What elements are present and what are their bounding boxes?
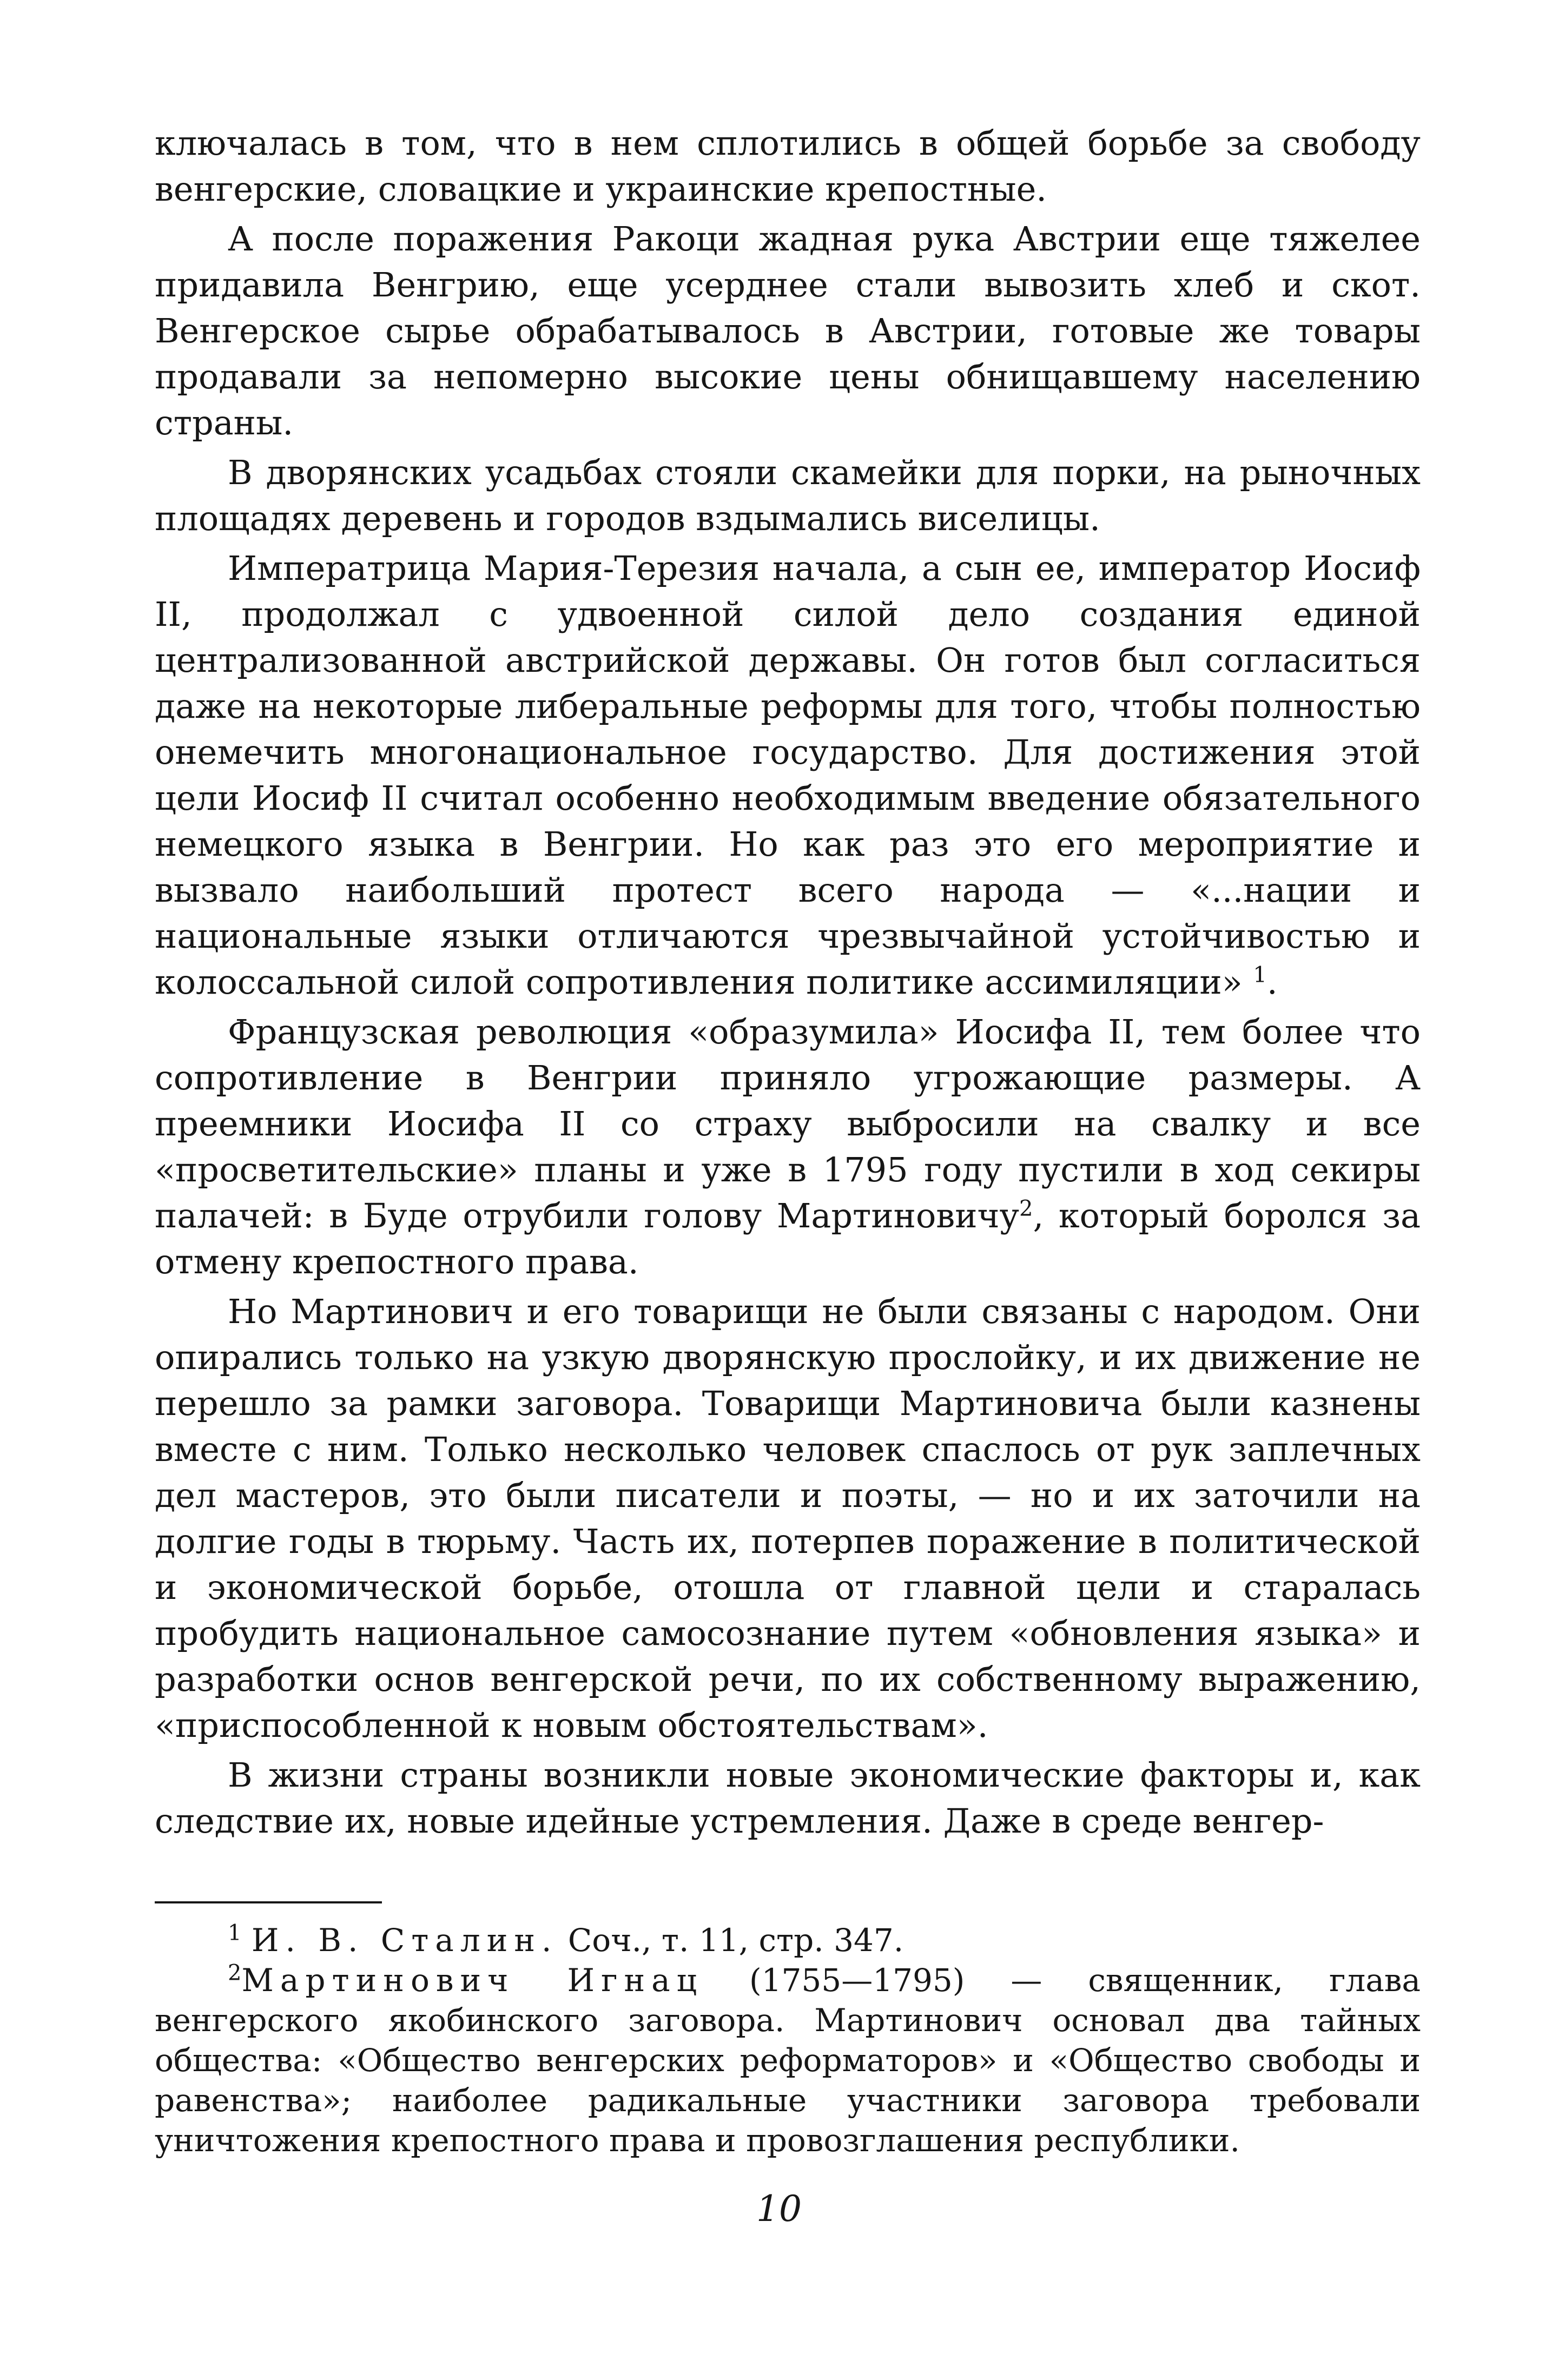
paragraph-5 (155, 1009, 1421, 1285)
footnote-2-name: Мартинович Игнац (241, 1962, 703, 1999)
footnote-2-text: (1755—1795) — священник, глава венгерского якобинского заговора. Мартинович основал два тайных общества: «Общество венгерских реформаторов» и «Общество свободы и равенства»; наиболее радикальные участники заговора требовали уничтожения крепостного права и провозглашения республики. (155, 1962, 1421, 2159)
footnote-ref-1[interactable]: 1 (1253, 962, 1267, 988)
footnote-2 (155, 1960, 1421, 2160)
paragraph-3-text: В дворянских усадьбах стояли скамейки для порки, на рыночных площадях деревень и городов вздымались виселицы. (155, 453, 1421, 538)
footnote-1 (155, 1920, 1421, 1960)
footnote-ref-2[interactable]: 2 (1019, 1196, 1033, 1221)
footnote-divider (155, 1901, 382, 1903)
paragraph-4-text: Императрица Мария-Терезия начала, а сын ее, император Иосиф II, продолжал с удвоенной силой дело создания единой централизованной австрийской державы. Он готов был согласиться даже на некоторые либеральные реформы для того, чтобы полностью онемечить многонациональное государство. Для достижения этой цели Иосиф II считал особенно необходимым введение обязательного немецкого языка в Венгрии. Но как раз это его мероприятие и вызвало наибольший протест всего народа — «...нации и национальные языки отличаются чрезвычайной устойчивостью и колоссальной силой сопротивления политике ассимиляции» (155, 548, 1421, 1002)
paragraph-7-text: В жизни страны возникли новые экономические факторы и, как следствие их, новые идейные устремления. Даже в среде венгер- (155, 1755, 1421, 1841)
footnote-1-author: И. В. Сталин. (251, 1922, 558, 1959)
paragraph-2-text: А после поражения Ракоци жадная рука Австрии еще тяжелее придавила Венгрию, еще усерднее стали вывозить хлеб и скот. Венгерское сырье обрабатывалось в Австрии, готовые же товары продавали за непомерно высокие цены обнищавшему населению страны. (155, 219, 1421, 442)
main-text (155, 120, 1421, 1844)
paragraph-6-text: Но Мартинович и его товарищи не были связаны с народом. Они опирались только на узкую дворянскую прослойку, и их движение не перешло за рамки заговора. Товарищи Мартиновича были казнены вместе с ним. Только несколько человек спаслось от рук заплечных дел мастеров, это были писатели и поэты, — но и их заточили на долгие годы в тюрьму. Часть их, потерпев поражение в политической и экономической борьбе, отошла от главной цели и старалась пробудить национальное самосознание путем «обновления языка» и разработки основ венгерской речи, по их собственному выражению, «приспособленной к новым обстоятельствам». (155, 1292, 1421, 1745)
paragraph-5-tail: , который боролся за отмену крепостного права. (155, 1196, 1421, 1281)
paragraph-5-text: Французская революция «образумила» Иосифа II, тем более что сопротивление в Венгрии приняло угрожающие размеры. А преемники Иосифа II со страху выбросили на свалку и все «просветительские» планы и уже в 1795 году пустили в ход секиры палачей: в Буде отрубили голову Мартиновичу (155, 1012, 1421, 1235)
footnotes (155, 1920, 1421, 2160)
footnote-1-marker: 1 (228, 1920, 242, 1946)
footnote-1-text: Соч., т. 11, стр. 347. (558, 1922, 904, 1959)
paragraph-6 (155, 1288, 1421, 1748)
paragraph-7 (155, 1752, 1421, 1844)
paragraph-1 (155, 120, 1421, 212)
paragraph-1-text: ключалась в том, что в нем сплотились в общей борьбе за свободу венгерские, словацкие и украинские крепостные. (155, 123, 1421, 209)
footnote-2-marker: 2 (228, 1960, 242, 1986)
page-number: 10 (756, 2188, 802, 2230)
paragraph-2 (155, 216, 1421, 446)
paragraph-3 (155, 449, 1421, 541)
paragraph-4 (155, 545, 1421, 1005)
paragraph-4-tail: . (1266, 962, 1278, 1002)
